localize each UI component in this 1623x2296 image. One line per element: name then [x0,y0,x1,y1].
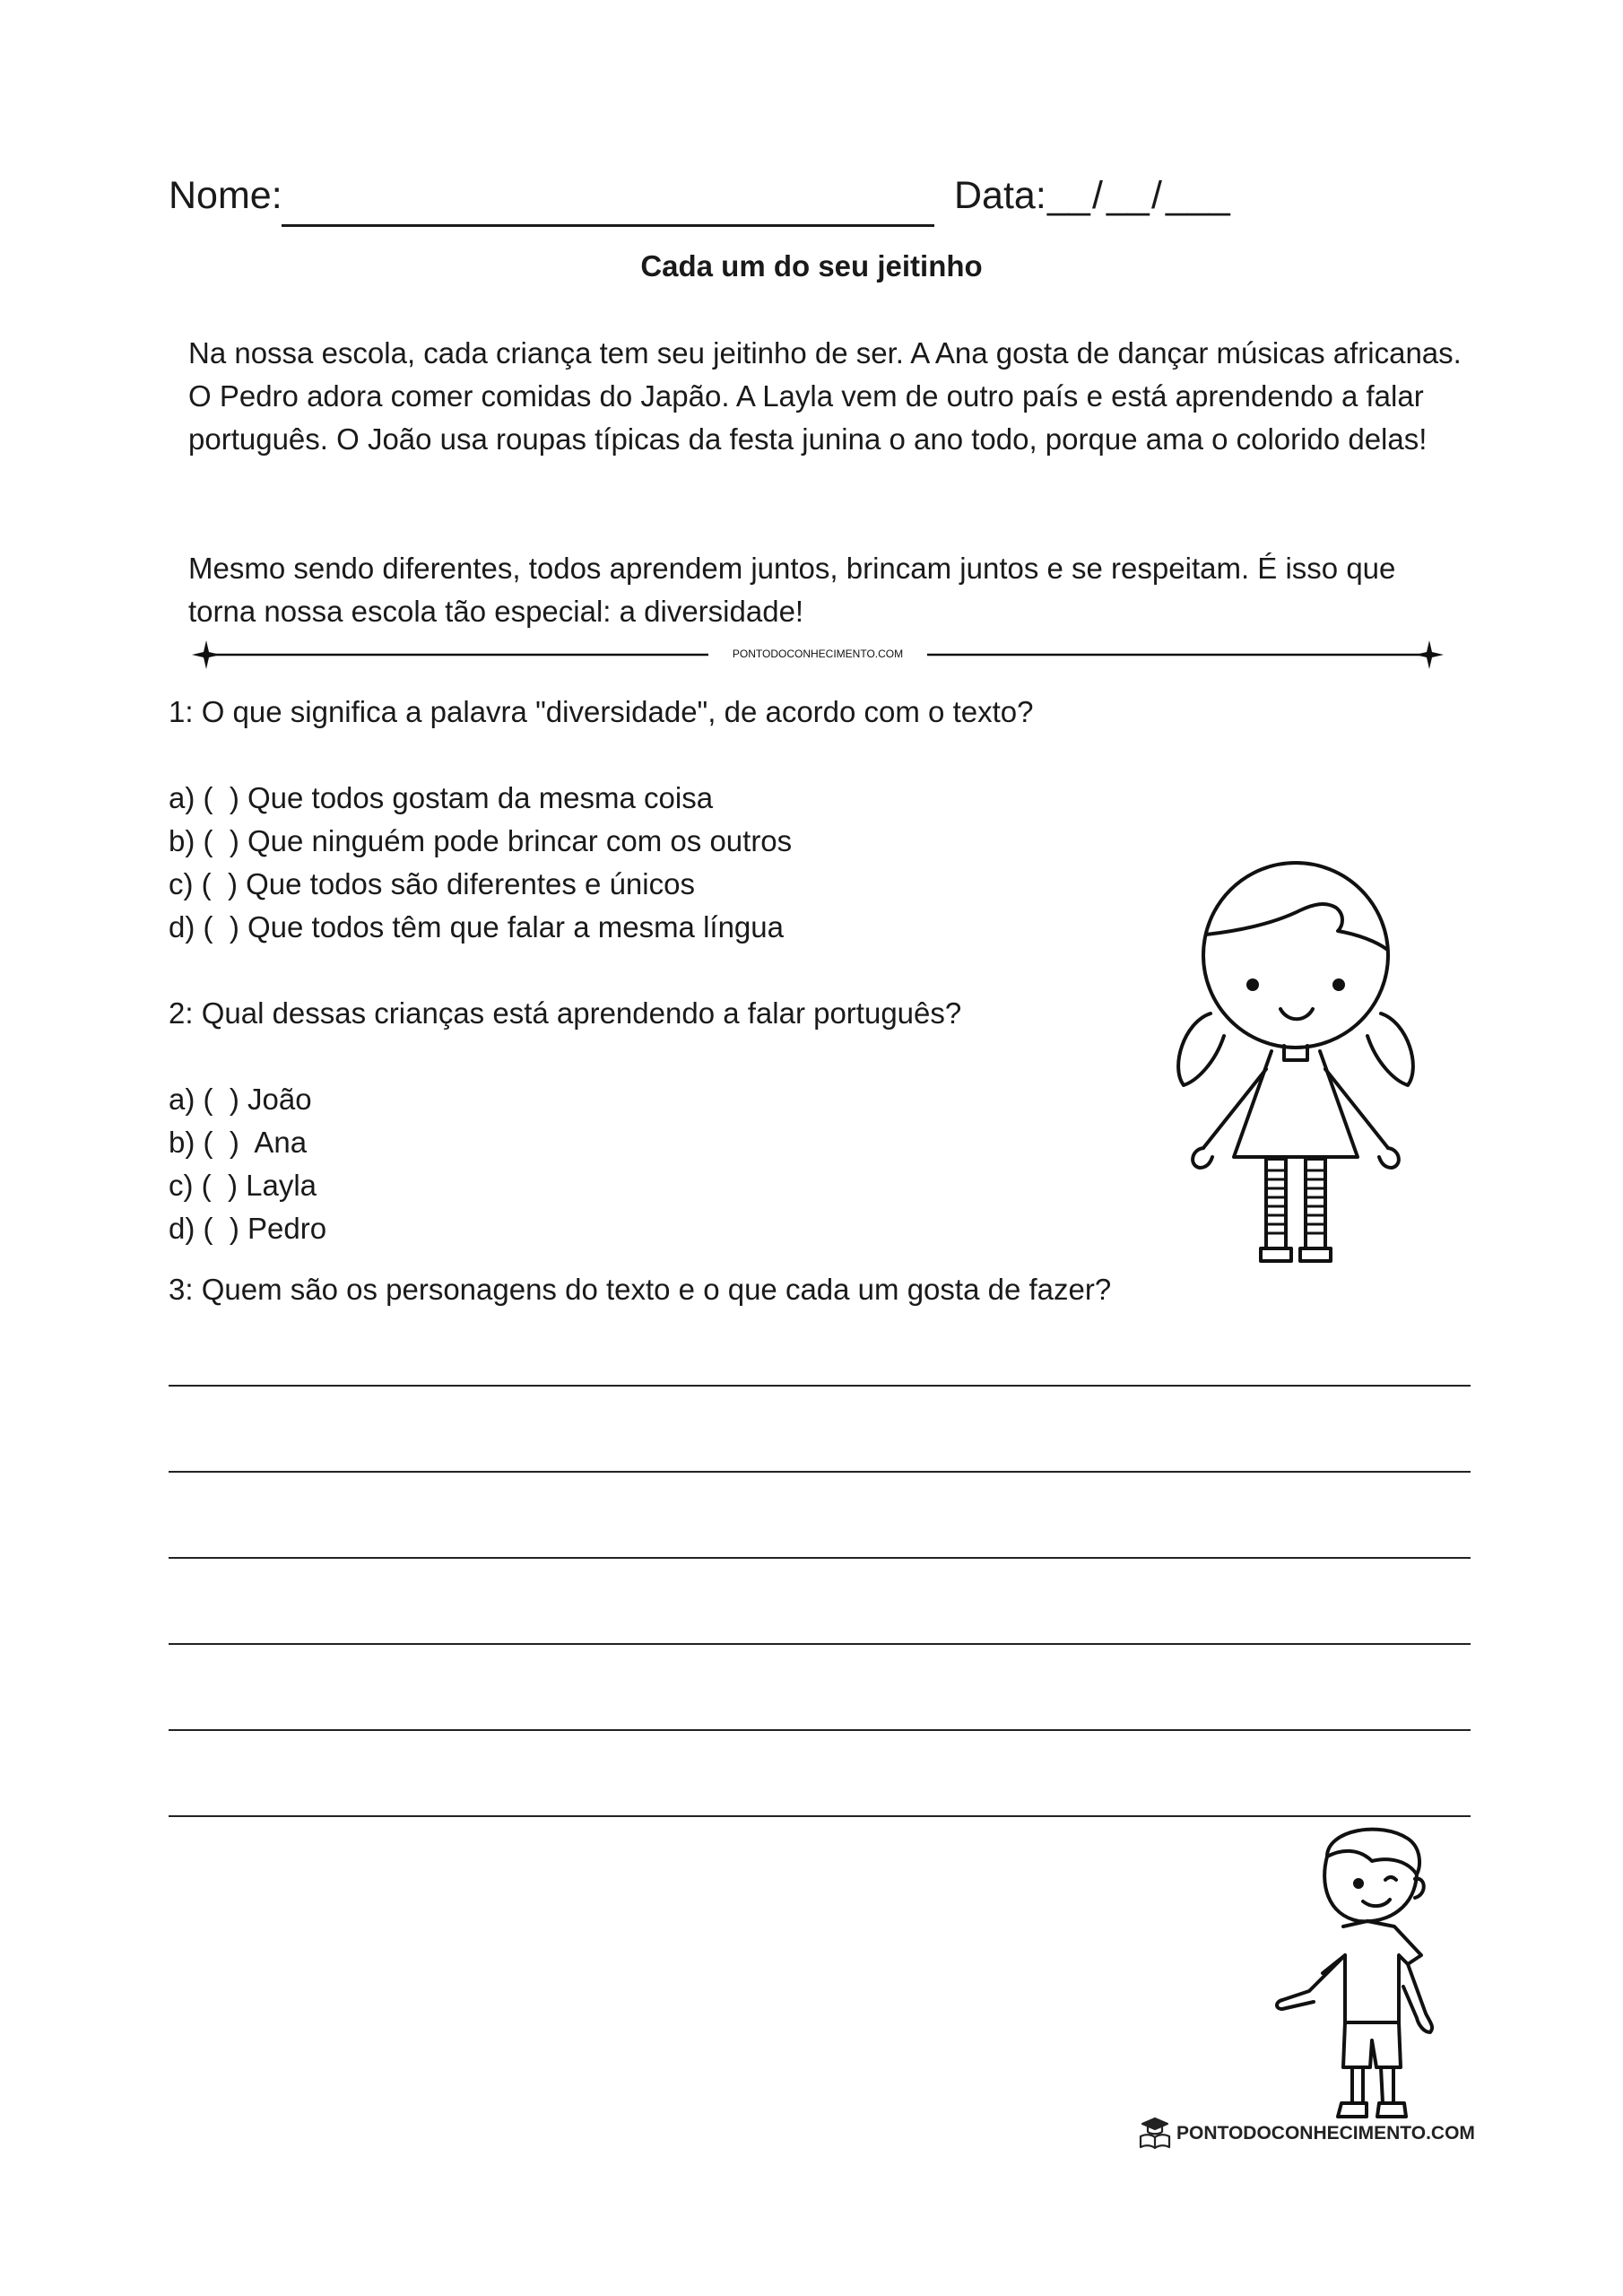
worksheet-title: Cada um do seu jeitinho [640,249,983,283]
question-2-option-d[interactable]: d) ( ) Pedro [169,1212,327,1245]
date-label: Data: [954,174,1046,217]
question-2: 2: Qual dessas crianças está aprendendo a falar português? [169,996,962,1030]
name-label: Nome: [169,174,282,217]
section-divider [190,637,1445,673]
answer-line[interactable] [169,1385,1471,1387]
date-month-blank[interactable]: __ [1107,174,1150,217]
question-2-option-c[interactable]: c) ( ) Layla [169,1169,317,1202]
book-graduation-cap-icon [1137,2115,1173,2151]
answer-line[interactable] [169,1815,1471,1817]
question-1: 1: O que significa a palavra "diversidade", de acordo com o texto? [169,695,1034,728]
date-year-blank[interactable]: ___ [1166,174,1230,217]
girl-illustration [1166,861,1426,1283]
footer-site-name[interactable]: PONTODOCONHECIMENTO.COM [1176,2123,1475,2144]
name-input-line[interactable] [282,224,934,227]
question-3: 3: Quem são os personagens do texto e o que cada um gosta de fazer? [169,1273,1112,1306]
question-2-option-b[interactable]: b) ( ) Ana [169,1126,308,1159]
divider-label: PONTODOCONHECIMENTO.COM [732,648,904,660]
question-1-option-c[interactable]: c) ( ) Que todos são diferentes e únicos [169,867,695,900]
question-2-option-a[interactable]: a) ( ) João [169,1083,312,1116]
answer-line[interactable] [169,1471,1471,1473]
question-1-option-b[interactable]: b) ( ) Que ninguém pode brincar com os outros [169,824,793,857]
question-1-option-a[interactable]: a) ( ) Que todos gostam da mesma coisa [169,781,714,814]
answer-line[interactable] [169,1729,1471,1731]
answer-line[interactable] [169,1557,1471,1559]
date-day-blank[interactable]: __ [1047,174,1090,217]
header-row [169,169,1460,231]
question-1-option-d[interactable]: d) ( ) Que todos têm que falar a mesma língua [169,910,784,944]
date-separator: / [1092,174,1103,217]
answer-line[interactable] [169,1643,1471,1645]
boy-illustration [1273,1821,1453,2126]
reading-paragraph-2: Mesmo sendo diferentes, todos aprendem juntos, brincam juntos e se respeitam. É isso que torna nossa escola tão especial: a diversidade! [188,552,1396,628]
date-separator: / [1151,174,1162,217]
reading-paragraph-1: Na nossa escola, cada criança tem seu jeitinho de ser. A Ana gosta de dançar músicas africanas. O Pedro adora comer comidas do Japão. A Layla vem de outro país e está aprendendo a falar português. O João usa roupas típicas da festa junina o ano todo, porque ama o colorido delas! [188,336,1462,456]
